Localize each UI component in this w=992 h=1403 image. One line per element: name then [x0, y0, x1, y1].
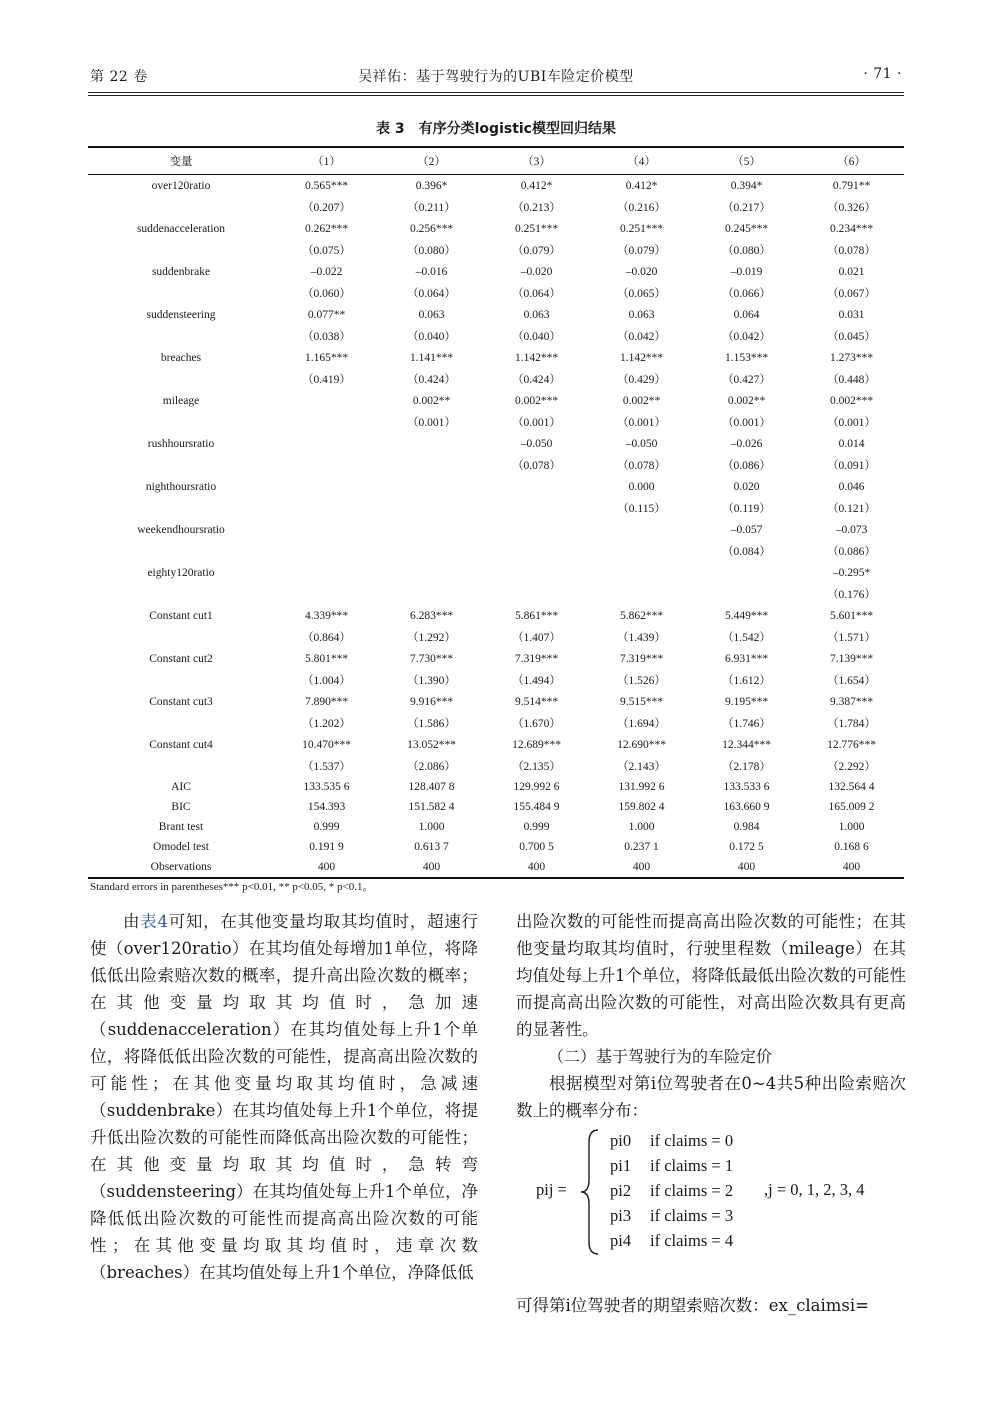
table-row — [88, 605, 904, 627]
table-row — [88, 455, 904, 477]
coefficient-cell: 1.165*** — [304, 351, 349, 364]
std-error-cell: （0.067） — [827, 288, 876, 301]
coefficient-cell: 7.319*** — [514, 652, 559, 665]
coefficient-cell: 0.002** — [622, 394, 661, 407]
coefficient-cell: 7.730*** — [409, 652, 454, 665]
std-error-cell — [694, 584, 799, 606]
std-error-cell: （1.292） — [407, 632, 456, 645]
coefficient-cell: 0.000 — [628, 480, 655, 493]
coefficient-cell: 12.689*** — [512, 738, 561, 751]
std-error-cell: （0.065） — [617, 288, 666, 301]
paragraph — [90, 908, 478, 1286]
coefficient-cell: 0.412* — [625, 179, 658, 192]
std-error-cell: （0.001） — [617, 417, 666, 430]
variable-name: suddenbrake — [151, 265, 211, 278]
column-header: （4） — [589, 147, 694, 175]
journal-volume: 第 22 卷 — [90, 69, 148, 85]
variable-name: weekendhoursratio — [137, 523, 225, 536]
std-error-cell: （0.064） — [407, 288, 456, 301]
coefficient-cell: 7.139*** — [829, 652, 874, 665]
table-row — [88, 283, 904, 305]
coefficient-cell: 0.046 — [838, 480, 865, 493]
stat-value: 155.484 9 — [513, 801, 560, 813]
stat-value: 1.000 — [418, 821, 445, 833]
stat-name: Observations — [88, 857, 274, 878]
coefficient-cell: 5.861*** — [514, 609, 559, 622]
stat-value: 133.533 6 — [723, 781, 770, 793]
coefficient-cell: 1.142*** — [514, 351, 559, 364]
coefficient-cell: 10.470*** — [302, 738, 351, 751]
std-error-cell: （2.086） — [407, 761, 456, 774]
table-row — [88, 197, 904, 219]
variable-name: rushhoursratio — [147, 437, 215, 450]
header-rule — [88, 92, 904, 93]
variable-name: suddensteering — [146, 308, 216, 321]
std-error-cell: （1.571） — [827, 632, 876, 645]
stat-value: 400 — [484, 857, 589, 878]
std-error-cell: （0.001） — [827, 417, 876, 430]
coefficient-cell — [274, 433, 379, 455]
stat-row — [88, 817, 904, 837]
stat-value: 154.393 — [307, 801, 346, 813]
coefficient-cell: 0.031 — [838, 308, 865, 321]
coefficient-cell — [589, 519, 694, 541]
stat-value: 159.802 4 — [618, 801, 665, 813]
coefficient-cell: 9.387*** — [829, 695, 874, 708]
variable-name: over120ratio — [151, 179, 211, 192]
stat-row — [88, 837, 904, 857]
table-row — [88, 476, 904, 498]
coefficient-cell: –0.020 — [520, 265, 553, 278]
coefficient-cell: –0.019 — [730, 265, 763, 278]
table-row — [88, 519, 904, 541]
right-column — [516, 908, 906, 1124]
stat-value: 132.564 4 — [828, 781, 875, 793]
std-error-cell: （0.060） — [302, 288, 351, 301]
coefficient-cell — [379, 476, 484, 498]
stat-value: 0.999 — [523, 821, 550, 833]
probability-symbol: pi0 — [610, 1131, 632, 1150]
variable-name: Constant cut4 — [149, 738, 213, 751]
coefficient-cell: –0.020 — [625, 265, 658, 278]
std-error-cell: （0.079） — [512, 245, 561, 258]
std-error-cell — [274, 498, 379, 520]
std-error-cell: （0.078） — [827, 245, 876, 258]
std-error-cell — [589, 584, 694, 606]
table-row — [88, 433, 904, 455]
table-row — [88, 304, 904, 326]
variable-name: Constant cut3 — [149, 695, 213, 708]
std-error-cell: （2.292） — [827, 761, 876, 774]
stat-name: BIC — [171, 801, 191, 813]
coefficient-cell: 0.251*** — [619, 222, 664, 235]
coefficient-cell: 0.565*** — [304, 179, 349, 192]
coefficient-cell — [589, 562, 694, 584]
probability-symbol: pi4 — [610, 1231, 632, 1250]
table-reference-link[interactable]: 表4 — [140, 912, 168, 931]
std-error-cell: （0.080） — [407, 245, 456, 258]
table-note: Standard errors in parentheses*** p<0.01, ** p<0.05, * p<0.1。 — [90, 881, 374, 893]
coefficient-cell: 1.141*** — [409, 351, 454, 364]
coefficient-cell: –0.022 — [310, 265, 343, 278]
equation-case — [610, 1178, 733, 1203]
coefficient-cell: 0.077** — [307, 308, 346, 321]
variable-name: breaches — [160, 351, 202, 364]
coefficient-cell: 0.234*** — [829, 222, 874, 235]
std-error-cell: （0.115） — [617, 503, 666, 516]
std-error-cell: （0.429） — [617, 374, 666, 387]
std-error-cell: （0.038） — [302, 331, 351, 344]
table-title: 有序分类logistic模型回归结果 — [418, 121, 616, 137]
coefficient-cell: 0.262*** — [304, 222, 349, 235]
table-row — [88, 734, 904, 756]
std-error-cell: （0.078） — [617, 460, 666, 473]
std-error-cell: （1.494） — [512, 675, 561, 688]
coefficient-cell: 0.002** — [727, 394, 766, 407]
std-error-cell: （1.004） — [302, 675, 351, 688]
coefficient-cell: 9.514*** — [514, 695, 559, 708]
table-row — [88, 713, 904, 735]
table-row — [88, 691, 904, 713]
coefficient-cell — [484, 476, 589, 498]
left-column — [90, 908, 478, 1286]
std-error-cell: （0.424） — [512, 374, 561, 387]
coefficient-cell: 1.142*** — [619, 351, 664, 364]
table-row — [88, 369, 904, 391]
std-error-cell: （0.086） — [827, 546, 876, 559]
std-error-cell: （1.407） — [512, 632, 561, 645]
coefficient-cell: 5.862*** — [619, 609, 664, 622]
equation-case — [610, 1203, 733, 1228]
coefficient-cell: 6.931*** — [724, 652, 769, 665]
std-error-cell: （0.213） — [512, 202, 561, 215]
coefficient-cell: 1.273*** — [829, 351, 874, 364]
std-error-cell — [484, 498, 589, 520]
coefficient-cell: 0.020 — [733, 480, 760, 493]
column-header: 变量 — [88, 147, 274, 175]
variable-name: suddenacceleration — [136, 222, 226, 235]
std-error-cell — [484, 541, 589, 563]
coefficient-cell: 0.021 — [838, 265, 865, 278]
probability-symbol: pi1 — [610, 1156, 632, 1175]
table-row — [88, 240, 904, 262]
stat-name: Omodel test — [153, 841, 209, 853]
coefficient-cell: 0.014 — [838, 437, 865, 450]
coefficient-cell: 7.890*** — [304, 695, 349, 708]
coefficient-cell: 9.195*** — [724, 695, 769, 708]
coefficient-cell: 12.344*** — [722, 738, 771, 751]
coefficient-cell — [274, 390, 379, 412]
table-row — [88, 562, 904, 584]
paragraph: 根据模型对第i位驾驶者在0~4共5种出险索赔次数上的概率分布： — [516, 1074, 906, 1120]
variable-name: Constant cut2 — [149, 652, 213, 665]
probability-symbol: pi2 — [610, 1181, 632, 1200]
table-row — [88, 541, 904, 563]
stat-value: 0.999 — [313, 821, 340, 833]
std-error-cell: （0.427） — [722, 374, 771, 387]
std-error-cell — [274, 584, 379, 606]
coefficient-cell: –0.057 — [730, 523, 763, 536]
stat-row — [88, 797, 904, 817]
regression-table — [88, 146, 904, 879]
coefficient-cell: 7.319*** — [619, 652, 664, 665]
std-error-cell: （0.211） — [407, 202, 456, 215]
equation-case — [610, 1228, 733, 1253]
equation-case — [610, 1153, 733, 1178]
std-error-cell — [379, 455, 484, 477]
column-header: （6） — [799, 147, 904, 175]
coefficient-cell: 0.245*** — [724, 222, 769, 235]
coefficient-cell: 1.153*** — [724, 351, 769, 364]
stat-row — [88, 777, 904, 797]
coefficient-cell: 13.052*** — [407, 738, 456, 751]
text-run: 由 — [123, 912, 141, 931]
stat-value: 128.407 8 — [408, 781, 455, 793]
std-error-cell: （0.864） — [302, 632, 351, 645]
coefficient-cell: –0.073 — [835, 523, 868, 536]
coefficient-cell: 0.396* — [415, 179, 448, 192]
std-error-cell: （0.176） — [827, 589, 876, 602]
paragraph: 出险次数的可能性而提高高出险次数的可能性；在其他变量均取其均值时，行驶里程数（mileage）在其均值处每上升1个单位，将降低最低出险次数的可能性而提高高出险次数的可能性，对高出险次数具有更高的显著性。 — [516, 912, 906, 1039]
std-error-cell — [274, 455, 379, 477]
coefficient-cell: 0.002*** — [514, 394, 559, 407]
coefficient-cell — [379, 562, 484, 584]
table-caption — [0, 118, 992, 138]
std-error-cell: （1.694） — [617, 718, 666, 731]
coefficient-cell: 5.801*** — [304, 652, 349, 665]
table-row — [88, 218, 904, 240]
coefficient-cell: 0.412* — [520, 179, 553, 192]
left-brace-icon — [578, 1128, 602, 1256]
std-error-cell: （0.001） — [722, 417, 771, 430]
std-error-cell: （0.079） — [617, 245, 666, 258]
table-row — [88, 498, 904, 520]
equation-lhs: pij = — [536, 1180, 567, 1199]
table-row — [88, 326, 904, 348]
table-row — [88, 412, 904, 434]
stat-value: 165.009 2 — [828, 801, 875, 813]
std-error-cell — [379, 584, 484, 606]
std-error-cell: （0.207） — [302, 202, 351, 215]
std-error-cell: （0.424） — [407, 374, 456, 387]
coefficient-cell: 0.002*** — [829, 394, 874, 407]
coefficient-cell — [379, 519, 484, 541]
stat-value: 0.168 6 — [834, 841, 869, 853]
section-heading: （二）基于驾驶行为的车险定价 — [548, 1047, 773, 1066]
std-error-cell: （0.086） — [722, 460, 771, 473]
coefficient-cell: –0.050 — [625, 437, 658, 450]
variable-name: nighthoursratio — [145, 480, 217, 493]
probability-symbol: pi3 — [610, 1206, 632, 1225]
std-error-cell: （2.135） — [512, 761, 561, 774]
coefficient-cell: 0.063 — [628, 308, 655, 321]
stat-value: 0.191 9 — [309, 841, 344, 853]
case-condition: if claims = 4 — [650, 1231, 734, 1250]
stat-name: AIC — [171, 781, 191, 793]
table-row — [88, 175, 904, 197]
stat-value: 0.984 — [733, 821, 760, 833]
std-error-cell: （1.612） — [722, 675, 771, 688]
coefficient-cell: 12.690*** — [617, 738, 666, 751]
coefficient-cell: –0.016 — [415, 265, 448, 278]
std-error-cell: （0.216） — [617, 202, 666, 215]
coefficient-cell — [274, 519, 379, 541]
std-error-cell: （1.784） — [827, 718, 876, 731]
stat-value: 400 — [589, 857, 694, 878]
stat-value: 400 — [274, 857, 379, 878]
std-error-cell: （0.064） — [512, 288, 561, 301]
std-error-cell: （2.143） — [617, 761, 666, 774]
std-error-cell — [379, 498, 484, 520]
std-error-cell: （0.001） — [407, 417, 456, 430]
std-error-cell: （0.084） — [722, 546, 771, 559]
coefficient-cell — [274, 562, 379, 584]
std-error-cell: （1.526） — [617, 675, 666, 688]
stat-value: 400 — [379, 857, 484, 878]
std-error-cell — [274, 412, 379, 434]
std-error-cell: （1.439） — [617, 632, 666, 645]
table-row — [88, 670, 904, 692]
std-error-cell: （0.042） — [722, 331, 771, 344]
std-error-cell: （1.542） — [722, 632, 771, 645]
case-condition: if claims = 3 — [650, 1206, 734, 1225]
coefficient-cell: 0.063 — [523, 308, 550, 321]
coefficient-cell: 0.002** — [412, 394, 451, 407]
equation-case — [610, 1128, 733, 1153]
std-error-cell: （0.419） — [302, 374, 351, 387]
stat-row — [88, 857, 904, 878]
case-condition: if claims = 2 — [650, 1181, 734, 1200]
std-error-cell: （1.202） — [302, 718, 351, 731]
case-condition: if claims = 0 — [650, 1131, 734, 1150]
std-error-cell: （0.091） — [827, 460, 876, 473]
std-error-cell: （1.586） — [407, 718, 456, 731]
coefficient-cell — [484, 519, 589, 541]
stat-value: 400 — [694, 857, 799, 878]
coefficient-cell — [274, 476, 379, 498]
coefficient-cell: 4.339*** — [304, 609, 349, 622]
coefficient-cell — [484, 562, 589, 584]
std-error-cell: （0.001） — [512, 417, 561, 430]
stat-value: 0.700 5 — [519, 841, 554, 853]
table-row — [88, 347, 904, 369]
table-number: 表 3 — [376, 121, 405, 137]
std-error-cell: （0.045） — [827, 331, 876, 344]
variable-name: mileage — [162, 394, 200, 407]
table-row — [88, 261, 904, 283]
std-error-cell: （1.390） — [407, 675, 456, 688]
std-error-cell: （0.078） — [512, 460, 561, 473]
coefficient-cell — [694, 562, 799, 584]
stat-name: Brant test — [158, 821, 204, 833]
std-error-cell — [589, 541, 694, 563]
stat-value: 133.535 6 — [303, 781, 350, 793]
std-error-cell: （0.080） — [722, 245, 771, 258]
std-error-cell: （0.040） — [512, 331, 561, 344]
coefficient-cell: 5.449*** — [724, 609, 769, 622]
running-title: 吴祥佑：基于驾驶行为的UBI车险定价模型 — [358, 69, 634, 85]
std-error-cell: （0.040） — [407, 331, 456, 344]
coefficient-cell: 0.256*** — [409, 222, 454, 235]
table-row — [88, 648, 904, 670]
equation-rhs: ,j = 0, 1, 2, 3, 4 — [764, 1180, 865, 1199]
stat-value: 1.000 — [628, 821, 655, 833]
std-error-cell: （0.326） — [827, 202, 876, 215]
coefficient-cell — [379, 433, 484, 455]
std-error-cell: （0.119） — [722, 503, 771, 516]
table-row — [88, 627, 904, 649]
page-number: · 71 · — [863, 66, 902, 82]
coefficient-cell: 6.283*** — [409, 609, 454, 622]
std-error-cell: （0.066） — [722, 288, 771, 301]
std-error-cell: （0.042） — [617, 331, 666, 344]
stat-value: 151.582 4 — [408, 801, 455, 813]
coefficient-cell: 9.916*** — [409, 695, 454, 708]
std-error-cell: （1.537） — [302, 761, 351, 774]
coefficient-cell: 0.063 — [418, 308, 445, 321]
text-run: 可知，在其他变量均取其均值时，超速行使（over120ratio）在其均值处每增加1单位，将降低低出险索赔次数的概率，提升高出险次数的概率；在其他变量均取其均值时，急加速（suddenacceleration）在其均值处每上升1个单位，将降低低出险次数的可能性，提高高出险次数的可能性；在其他变量均取其均值时，急减速（suddenbrake）在其均值处每上升1个单位，将提升低出险次数的可能性而降低高出险次数的可能性；在其他变量均取其均值时，急转弯（suddensteering）在其均值处每上升1个单位，净降低低出险次数的可能性而提高高出险次数的可能性；在其他变量均取其均值时，违章次数（breaches）在其均值处每上升1个单位，净降低低 — [90, 912, 479, 1282]
std-error-cell: （1.746） — [722, 718, 771, 731]
stat-value: 0.172 5 — [729, 841, 764, 853]
variable-name: eighty120ratio — [147, 566, 215, 579]
coefficient-cell: 0.251*** — [514, 222, 559, 235]
coefficient-cell: –0.026 — [730, 437, 763, 450]
std-error-cell: （0.121） — [827, 503, 876, 516]
table-row — [88, 390, 904, 412]
std-error-cell — [484, 584, 589, 606]
coefficient-cell: 5.601*** — [829, 609, 874, 622]
coefficient-cell: 0.394* — [730, 179, 763, 192]
table-row — [88, 756, 904, 778]
case-condition: if claims = 1 — [650, 1156, 734, 1175]
column-header: （2） — [379, 147, 484, 175]
stat-value: 131.992 6 — [618, 781, 665, 793]
column-header: （3） — [484, 147, 589, 175]
coefficient-cell: –0.295* — [832, 566, 871, 579]
coefficient-cell: 9.515*** — [619, 695, 664, 708]
stat-value: 163.660 9 — [723, 801, 770, 813]
table-row — [88, 584, 904, 606]
column-header: （1） — [274, 147, 379, 175]
std-error-cell: （1.654） — [827, 675, 876, 688]
std-error-cell: （2.178） — [722, 761, 771, 774]
stat-value: 0.613 7 — [414, 841, 449, 853]
stat-value: 0.237 1 — [624, 841, 659, 853]
variable-name: Constant cut1 — [149, 609, 213, 622]
std-error-cell: （0.448） — [827, 374, 876, 387]
coefficient-cell: –0.050 — [520, 437, 553, 450]
expected-claims-line: 可得第i位驾驶者的期望索赔次数：ex_claimsi= — [516, 1296, 869, 1315]
coefficient-cell: 0.791** — [832, 179, 871, 192]
std-error-cell — [379, 541, 484, 563]
coefficient-cell: 0.064 — [733, 308, 760, 321]
stat-value: 129.992 6 — [513, 781, 560, 793]
stat-value: 1.000 — [838, 821, 865, 833]
stat-value: 400 — [799, 857, 904, 878]
std-error-cell — [274, 541, 379, 563]
std-error-cell: （0.075） — [302, 245, 351, 258]
header-rule-2 — [88, 95, 904, 96]
coefficient-cell: 12.776*** — [827, 738, 876, 751]
table-header-row — [88, 147, 904, 175]
probability-equation — [536, 1126, 896, 1256]
std-error-cell: （1.670） — [512, 718, 561, 731]
column-header: （5） — [694, 147, 799, 175]
std-error-cell: （0.217） — [722, 202, 771, 215]
